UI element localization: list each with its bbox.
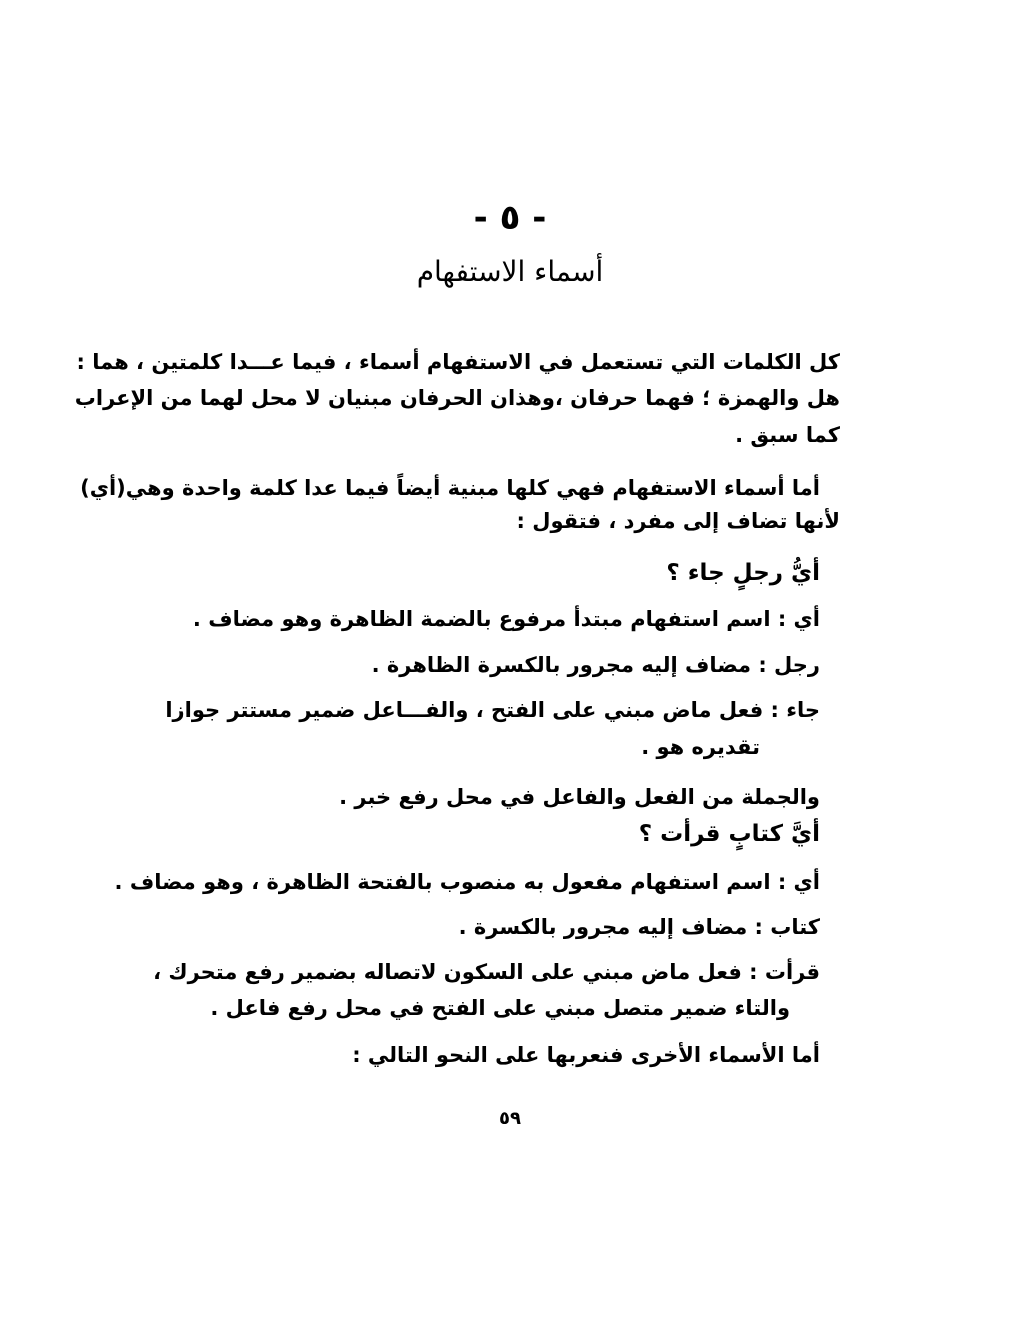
example-2-analysis-3: قرأت : فعل ماض مبني على السكون لاتصاله بضمير رفع متحرك ، [153, 960, 820, 984]
page-number: ٥٩ [499, 1108, 521, 1129]
example-2-analysis-4: والتاء ضمير متصل مبني على الفتح في محل رفع فاعل . [210, 996, 790, 1020]
example-1-analysis-3: جاء : فعل ماض مبني على الفتح ، والفـــاعل ضمير مستتر جوازا [165, 698, 820, 722]
example-1-analysis-2: رجل : مضاف إليه مجرور بالكسرة الظاهرة . [371, 653, 820, 677]
paragraph-2-line-2: لأنها تضاف إلى مفرد ، فتقول : [516, 509, 840, 533]
example-2-analysis-1: أي : اسم استفهام مفعول به منصوب بالفتحة الظاهرة ، وهو مضاف . [114, 870, 820, 894]
example-2-analysis-2: كتاب : مضاف إليه مجرور بالكسرة . [458, 915, 820, 939]
example-1-analysis-4: تقديره هو . [641, 735, 760, 759]
paragraph-2-line-1: أما أسماء الاستفهام فهي كلها مبنية أيضاً فيما عدا كلمة واحدة وهي(أي) [80, 476, 820, 500]
example-2-sentence: أيَّ كتابٍ قرأت ؟ [638, 821, 820, 847]
paragraph-1-line-2: هل والهمزة ؛ فهما حرفان ،وهذان الحرفان مبنيان لا محل لهما من الإعراب [74, 386, 840, 410]
chapter-number: - ٥ - [473, 198, 547, 238]
paragraph-1-line-1: كل الكلمات التي تستعمل في الاستفهام أسماء ، فيما عـــدا كلمتين ، هما : [76, 350, 840, 374]
example-1-sentence: أيُّ رجلٍ جاء ؟ [666, 560, 820, 586]
paragraph-1-line-3: كما سبق . [735, 423, 840, 447]
example-1-analysis-5: والجملة من الفعل والفاعل في محل رفع خبر . [339, 785, 820, 809]
chapter-title: أسماء الاستفهام [416, 255, 604, 288]
closing-line: أما الأسماء الأخرى فنعربها على النحو التالي : [352, 1043, 820, 1067]
example-1-analysis-1: أي : اسم استفهام مبتدأ مرفوع بالضمة الظاهرة وهو مضاف . [192, 607, 820, 631]
